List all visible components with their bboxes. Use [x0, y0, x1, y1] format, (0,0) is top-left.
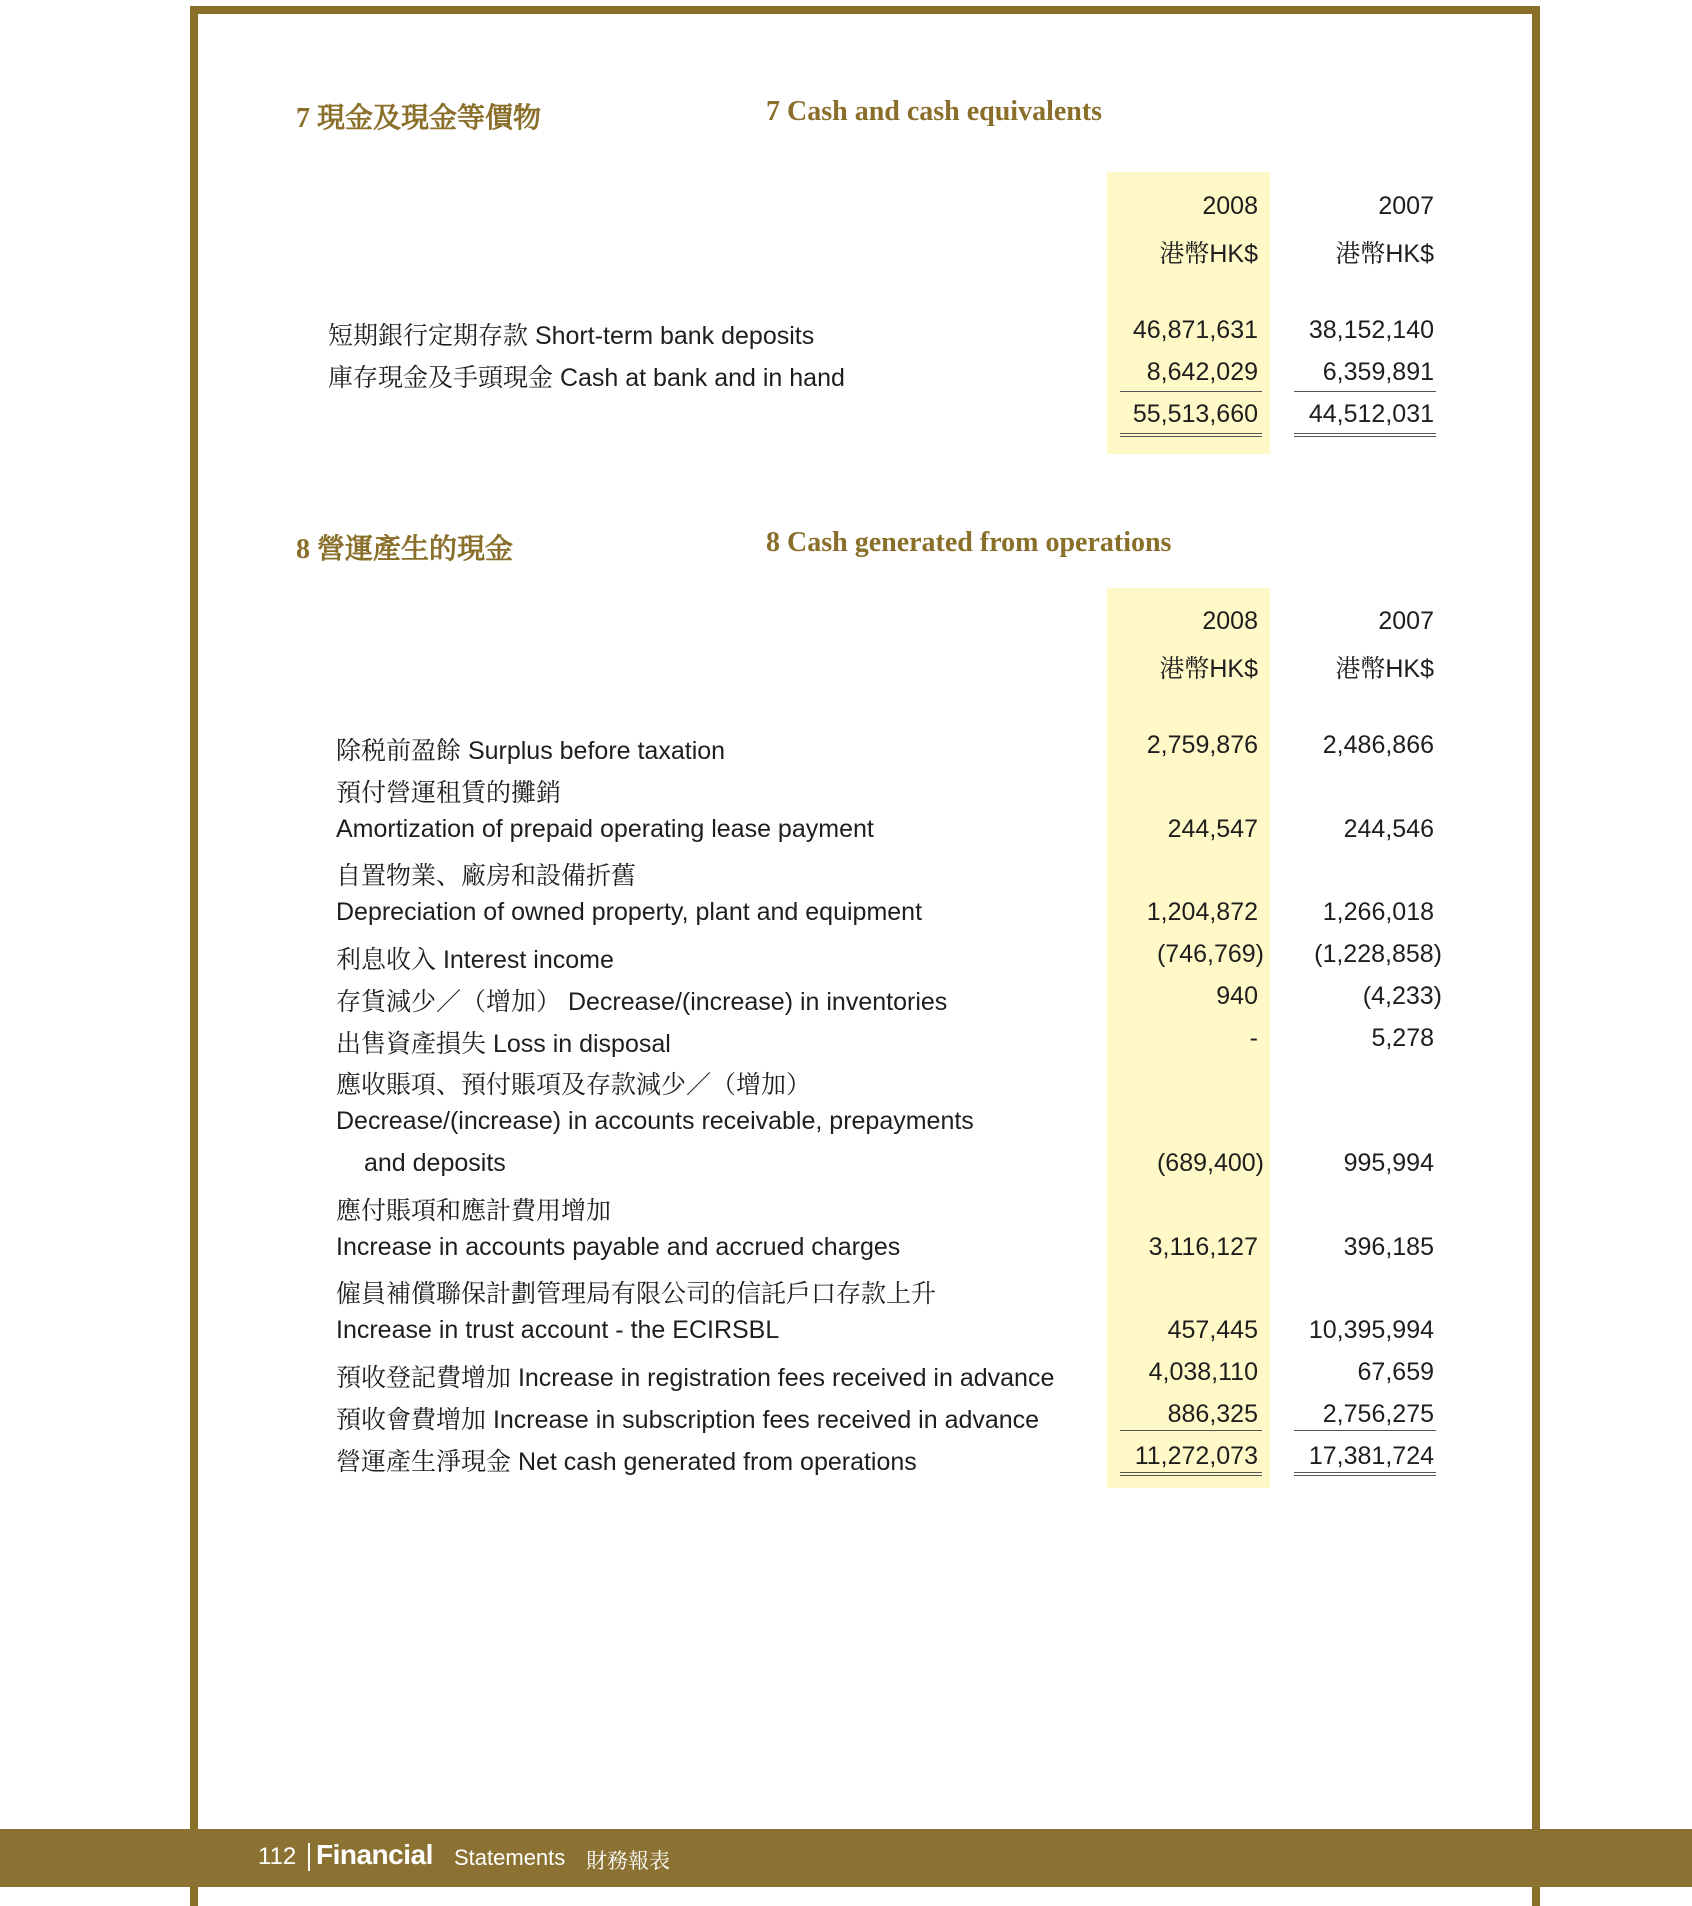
section8-row-label: 除税前盈餘 Surplus before taxation: [336, 737, 726, 765]
section7-row-2008: 46,871,631: [1132, 316, 1258, 344]
section8-row-2007: 17,381,724: [1308, 1442, 1434, 1470]
section8-row-label: and deposits: [364, 1149, 506, 1177]
section7-row-2008: 8,642,029: [1146, 358, 1258, 386]
section7-row-label: 庫存現金及手頭現金 Cash at bank and in hand: [328, 364, 845, 392]
section7-title-zh: 7 現金及現金等價物: [296, 103, 542, 134]
section7-year-2008: 2008: [1202, 192, 1258, 220]
section8-currency-2008: 港幣HK$: [1159, 655, 1258, 683]
section8-title-zh: 8 營運產生的現金: [296, 534, 514, 565]
section7-currency-2008: 港幣HK$: [1159, 240, 1258, 268]
footer-zh: 財務報表: [586, 1850, 670, 1873]
section7-total-rule-2007: [1294, 433, 1436, 437]
section8-row-label: 預付營運租賃的攤銷: [336, 779, 562, 807]
section8-row-2007: 244,546: [1343, 815, 1434, 843]
section8-row-2008: 4,038,110: [1148, 1358, 1258, 1386]
section8-row-2008: 244,547: [1167, 815, 1258, 843]
section8-row-2008: 11,272,073: [1134, 1442, 1258, 1470]
section8-row-2007: 396,185: [1343, 1233, 1434, 1261]
footer-financial: Financial: [316, 1839, 433, 1870]
footer-divider: [308, 1843, 310, 1871]
section8-subtotal-rule-2008: [1120, 1430, 1262, 1431]
section8-row-label: 營運產生淨現金 Net cash generated from operations: [336, 1448, 917, 1476]
section8-row-label: 應收賬項、預付賬項及存款減少／（增加）: [336, 1071, 812, 1099]
section8-row-2007: 10,395,994: [1308, 1316, 1434, 1344]
section8-row-2007: 1,266,018: [1322, 898, 1434, 926]
section7-row-2008: 55,513,660: [1132, 400, 1258, 428]
footer-statements: Statements: [454, 1845, 566, 1870]
section8-row-label: Amortization of prepaid operating lease payment: [336, 815, 874, 843]
section7-total-rule-2008: [1120, 433, 1262, 437]
section8-row-2008: 940: [1216, 982, 1258, 1010]
page-footer: [0, 1829, 1692, 1887]
section8-row-2008: 1,204,872: [1146, 898, 1258, 926]
section7-year-2007: 2007: [1378, 192, 1434, 220]
section8-row-2007: 67,659: [1357, 1358, 1434, 1386]
section8-row-label: 出售資產損失 Loss in disposal: [336, 1030, 671, 1058]
section7-row-2007: 38,152,140: [1308, 316, 1434, 344]
section8-row-2008: 886,325: [1167, 1400, 1258, 1428]
section8-row-2007: 2,486,866: [1322, 731, 1434, 759]
section7-title-en: 7 Cash and cash equivalents: [766, 96, 1103, 127]
section8-row-label: 存貨減少／（增加） Decrease/(increase) in inventories: [336, 988, 948, 1016]
section8-row-2008: (746,769): [1156, 940, 1264, 968]
section8-row-2007: (1,228,858): [1314, 940, 1442, 968]
section7-row-2007: 44,512,031: [1308, 400, 1434, 428]
section8-currency-2007: 港幣HK$: [1335, 655, 1434, 683]
section8-row-2007: 5,278: [1371, 1024, 1434, 1052]
section7-row-label: 短期銀行定期存款 Short-term bank deposits: [328, 322, 815, 350]
section8-row-2008: 3,116,127: [1148, 1233, 1258, 1261]
section8-row-label: Increase in trust account - the ECIRSBL: [336, 1316, 780, 1344]
section8-year-2007: 2007: [1378, 607, 1434, 635]
section8-total-rule-2007: [1294, 1472, 1436, 1476]
section8-row-2008: 2,759,876: [1146, 731, 1258, 759]
section8-row-label: 預收會費增加 Increase in subscription fees received in advance: [336, 1406, 1040, 1434]
section7-subtotal-rule-2008: [1120, 391, 1262, 392]
section8-row-label: Depreciation of owned property, plant and equipment: [336, 898, 923, 926]
section8-total-rule-2008: [1120, 1472, 1262, 1476]
section8-year-2008: 2008: [1202, 607, 1258, 635]
section7-currency-2007: 港幣HK$: [1335, 240, 1434, 268]
section8-title-en: 8 Cash generated from operations: [766, 527, 1172, 558]
section7-subtotal-rule-2007: [1294, 391, 1436, 392]
section7-row-2007: 6,359,891: [1322, 358, 1434, 386]
page-number: 112: [258, 1843, 297, 1870]
section8-row-label: Decrease/(increase) in accounts receivable, prepayments: [336, 1107, 974, 1135]
section8-row-2007: 995,994: [1343, 1149, 1434, 1177]
section8-row-label: 應付賬項和應計費用增加: [336, 1197, 612, 1225]
section8-row-2007: (4,233): [1362, 982, 1442, 1010]
section8-row-2008: -: [1249, 1024, 1258, 1052]
section8-subtotal-rule-2007: [1294, 1430, 1436, 1431]
section8-row-2008: 457,445: [1167, 1316, 1258, 1344]
section8-row-label: 利息收入 Interest income: [336, 946, 614, 974]
section8-row-label: 預收登記費增加 Increase in registration fees received in advance: [336, 1364, 1055, 1392]
section8-row-label: 僱員補償聯保計劃管理局有限公司的信託戶口存款上升: [336, 1280, 937, 1308]
section8-row-2007: 2,756,275: [1322, 1400, 1434, 1428]
section8-row-label: 自置物業、廠房和設備折舊: [336, 862, 637, 890]
section8-row-label: Increase in accounts payable and accrued charges: [336, 1233, 901, 1261]
section8-row-2008: (689,400): [1156, 1149, 1264, 1177]
